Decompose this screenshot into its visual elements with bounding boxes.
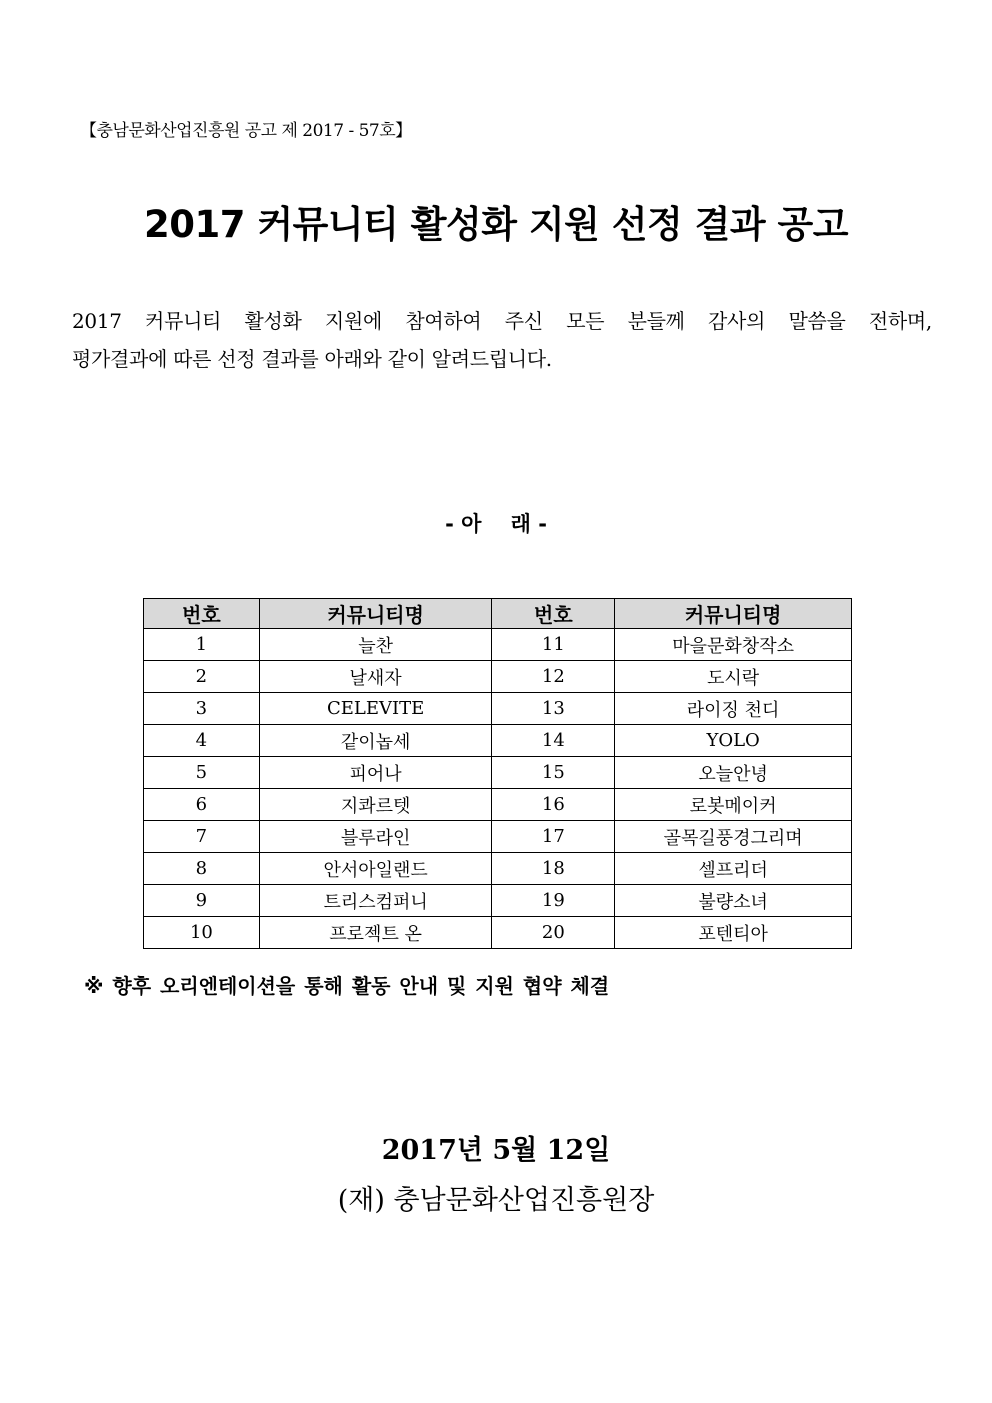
row-number: 6 (144, 789, 260, 821)
selection-result-table (143, 598, 852, 949)
row-number: 3 (144, 693, 260, 725)
row-number: 2 (144, 661, 260, 693)
community-name: 불량소녀 (615, 885, 852, 917)
community-name: 마을문화창작소 (615, 629, 852, 661)
table-row (144, 661, 852, 693)
row-number: 5 (144, 757, 260, 789)
row-number: 8 (144, 853, 260, 885)
table-row (144, 757, 852, 789)
row-number: 16 (492, 789, 615, 821)
intro-line-1: 2017 커뮤니티 활성화 지원에 참여하여 주신 모든 분들께 감사의 말씀을 전하며, (72, 309, 932, 333)
table-row (144, 725, 852, 757)
section-label: - 아 래 - (445, 512, 547, 536)
row-number: 10 (144, 917, 260, 949)
table-row (144, 885, 852, 917)
row-number: 9 (144, 885, 260, 917)
community-name: 오늘안녕 (615, 757, 852, 789)
row-number: 1 (144, 629, 260, 661)
community-name: 프로젝트 온 (259, 917, 492, 949)
community-name: 같이놉세 (259, 725, 492, 757)
row-number: 4 (144, 725, 260, 757)
row-number: 11 (492, 629, 615, 661)
community-name: 피어나 (259, 757, 492, 789)
header-community-name: 커뮤니티명 (259, 599, 492, 629)
announcement-date: 2017년 5월 12일 (381, 1135, 611, 1166)
community-name: 안서아일랜드 (259, 853, 492, 885)
page-title: 2017 커뮤니티 활성화 지원 선정 결과 공고 (144, 203, 848, 246)
community-name: 골목길풍경그리며 (615, 821, 852, 853)
community-name: 포텐티아 (615, 917, 852, 949)
community-name: CELEVITE (259, 693, 492, 725)
header-number: 번호 (492, 599, 615, 629)
community-name: 지콰르텟 (259, 789, 492, 821)
community-name: 날새자 (259, 661, 492, 693)
notice-number: 【충남문화산업진흥원 공고 제 2017 - 57호】 (80, 121, 412, 141)
row-number: 14 (492, 725, 615, 757)
header-number: 번호 (144, 599, 260, 629)
row-number: 7 (144, 821, 260, 853)
table-row (144, 693, 852, 725)
community-name: 셀프리더 (615, 853, 852, 885)
community-name: 라이징 천디 (615, 693, 852, 725)
follow-up-note: ※ 향후 오리엔테이션을 통해 활동 안내 및 지원 협약 체결 (84, 974, 610, 998)
table-row (144, 789, 852, 821)
row-number: 12 (492, 661, 615, 693)
table-row (144, 629, 852, 661)
table-row (144, 821, 852, 853)
table-header-row (144, 599, 852, 629)
community-name: 로봇메이커 (615, 789, 852, 821)
community-name: 늘찬 (259, 629, 492, 661)
row-number: 15 (492, 757, 615, 789)
community-name: 트리스컴퍼니 (259, 885, 492, 917)
community-name: 블루라인 (259, 821, 492, 853)
table-row (144, 853, 852, 885)
intro-paragraph (72, 302, 932, 378)
issuing-organization: (재) 충남문화산업진흥원장 (337, 1185, 655, 1216)
community-name: YOLO (615, 725, 852, 757)
table-row (144, 917, 852, 949)
row-number: 20 (492, 917, 615, 949)
community-name: 도시락 (615, 661, 852, 693)
row-number: 19 (492, 885, 615, 917)
header-community-name: 커뮤니티명 (615, 599, 852, 629)
intro-line-2: 평가결과에 따른 선정 결과를 아래와 같이 알려드립니다. (72, 347, 552, 371)
row-number: 13 (492, 693, 615, 725)
row-number: 17 (492, 821, 615, 853)
row-number: 18 (492, 853, 615, 885)
